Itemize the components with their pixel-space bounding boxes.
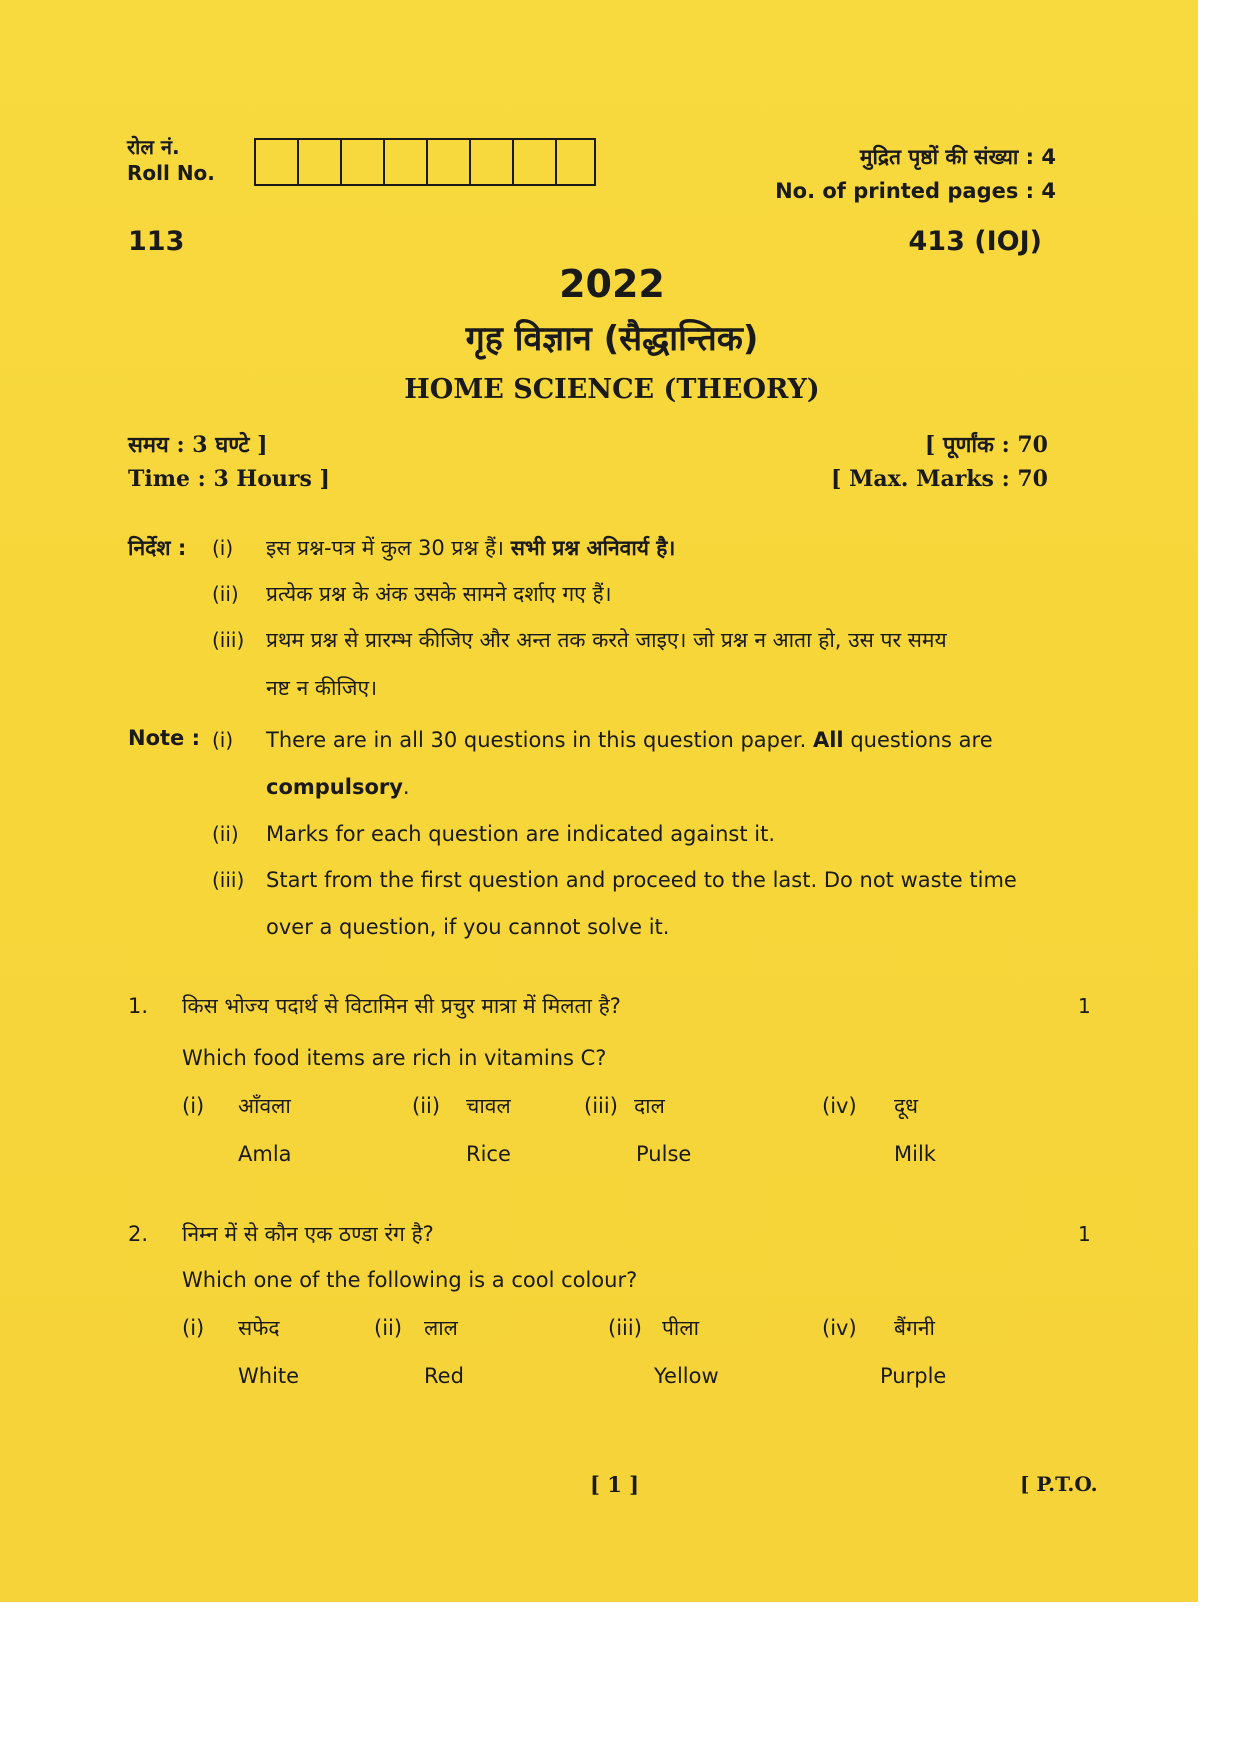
instruction-number: (iii)	[212, 628, 245, 652]
roll-digit-box	[471, 140, 514, 184]
marks-english: [ Max. Marks : 70	[831, 466, 1048, 492]
roll-label-english: Roll No.	[127, 161, 215, 185]
instruction-text: इस प्रश्न-पत्र में कुल 30 प्रश्न हैं। सभी प्रश्न अनिवार्य है।	[266, 536, 676, 560]
option-hindi: दाल	[634, 1094, 665, 1118]
note-text: Marks for each question are indicated against it.	[266, 822, 775, 846]
instruction-number: (ii)	[212, 582, 239, 606]
option-number: (i)	[182, 1094, 205, 1118]
roll-label-hindi: रोल नं.	[127, 135, 180, 159]
time-hindi: समय : 3 घण्टे ]	[128, 432, 268, 458]
max-marks-info	[831, 428, 1048, 496]
pto-marker: [ P.T.O.	[1020, 1472, 1098, 1496]
option-english: Yellow	[654, 1364, 719, 1388]
option-number: (iii)	[584, 1094, 618, 1118]
question-number: 2.	[128, 1222, 149, 1246]
option-number: (iv)	[822, 1094, 857, 1118]
option-number: (ii)	[412, 1094, 441, 1118]
instruction-number: (i)	[212, 536, 234, 560]
option-english: Milk	[894, 1142, 936, 1166]
marks-hindi: [ पूर्णांक : 70	[924, 432, 1048, 458]
time-english: Time : 3 Hours ]	[128, 466, 330, 492]
instructions-hindi-label: निर्देश :	[128, 536, 187, 560]
option-number: (ii)	[374, 1316, 403, 1340]
subject-title-english: HOME SCIENCE (THEORY)	[404, 374, 820, 405]
roll-digit-box	[256, 140, 299, 184]
option-english: Purple	[880, 1364, 947, 1388]
option-english: Red	[424, 1364, 464, 1388]
question-text-hindi: निम्न में से कौन एक ठण्डा रंग है?	[182, 1222, 434, 1246]
option-english: Rice	[466, 1142, 511, 1166]
option-english: Pulse	[636, 1142, 692, 1166]
question-text-hindi: किस भोज्य पदार्थ से विटामिन सी प्रचुर मात्रा में मिलता है?	[182, 994, 621, 1018]
question-marks: 1	[1078, 1222, 1091, 1246]
note-number: (ii)	[212, 822, 239, 846]
roll-digit-box	[385, 140, 428, 184]
roll-digit-box	[299, 140, 342, 184]
option-hindi: पीला	[662, 1316, 700, 1340]
roll-digit-box	[342, 140, 385, 184]
note-number: (i)	[212, 728, 234, 752]
question-text-english: Which food items are rich in vitamins C?	[182, 1046, 607, 1070]
question-marks: 1	[1078, 994, 1091, 1018]
option-hindi: चावल	[466, 1094, 511, 1118]
roll-number-label	[127, 134, 215, 186]
question-text-english: Which one of the following is a cool colour?	[182, 1268, 638, 1292]
option-hindi: आँवला	[238, 1094, 291, 1118]
paper-code-left: 113	[128, 226, 185, 257]
note-text: Start from the first question and proceed to the last. Do not waste time	[266, 868, 1017, 892]
page-number: [ 1 ]	[590, 1472, 640, 1497]
roll-digit-box	[514, 140, 557, 184]
printed-pages-english: No. of printed pages : 4	[775, 179, 1056, 203]
note-text: There are in all 30 questions in this question paper. All questions are	[266, 728, 993, 752]
instruction-text: प्रथम प्रश्न से प्रारम्भ कीजिए और अन्त तक करते जाइए। जो प्रश्न न आता हो, उस पर समय	[266, 628, 947, 652]
option-number: (iii)	[608, 1316, 642, 1340]
note-text: over a question, if you cannot solve it.	[266, 915, 670, 939]
roll-number-boxes	[254, 138, 596, 186]
roll-digit-box	[557, 140, 594, 184]
option-hindi: सफेद	[238, 1316, 280, 1340]
printed-pages-hindi: मुद्रित पृष्ठों की संख्या : 4	[859, 145, 1056, 169]
exam-year: 2022	[559, 262, 665, 306]
instruction-text: प्रत्येक प्रश्न के अंक उसके सामने दर्शाए गए हैं।	[266, 582, 612, 606]
note-text: compulsory.	[266, 775, 410, 799]
roll-digit-box	[428, 140, 471, 184]
note-number: (iii)	[212, 868, 245, 892]
instruction-text: नष्ट न कीजिए।	[266, 676, 378, 700]
option-hindi: बैंगनी	[894, 1316, 935, 1340]
time-info	[128, 428, 330, 496]
option-number: (i)	[182, 1316, 205, 1340]
option-english: Amla	[238, 1142, 292, 1166]
option-hindi: दूध	[894, 1094, 919, 1118]
question-number: 1.	[128, 994, 149, 1018]
paper-code-right: 413 (IOJ)	[908, 226, 1042, 257]
option-english: White	[238, 1364, 300, 1388]
option-hindi: लाल	[424, 1316, 458, 1340]
notes-english-label: Note :	[128, 726, 200, 750]
printed-pages-info	[775, 140, 1056, 208]
subject-title-hindi: गृह विज्ञान (सैद्धान्तिक)	[465, 319, 759, 359]
option-number: (iv)	[822, 1316, 857, 1340]
